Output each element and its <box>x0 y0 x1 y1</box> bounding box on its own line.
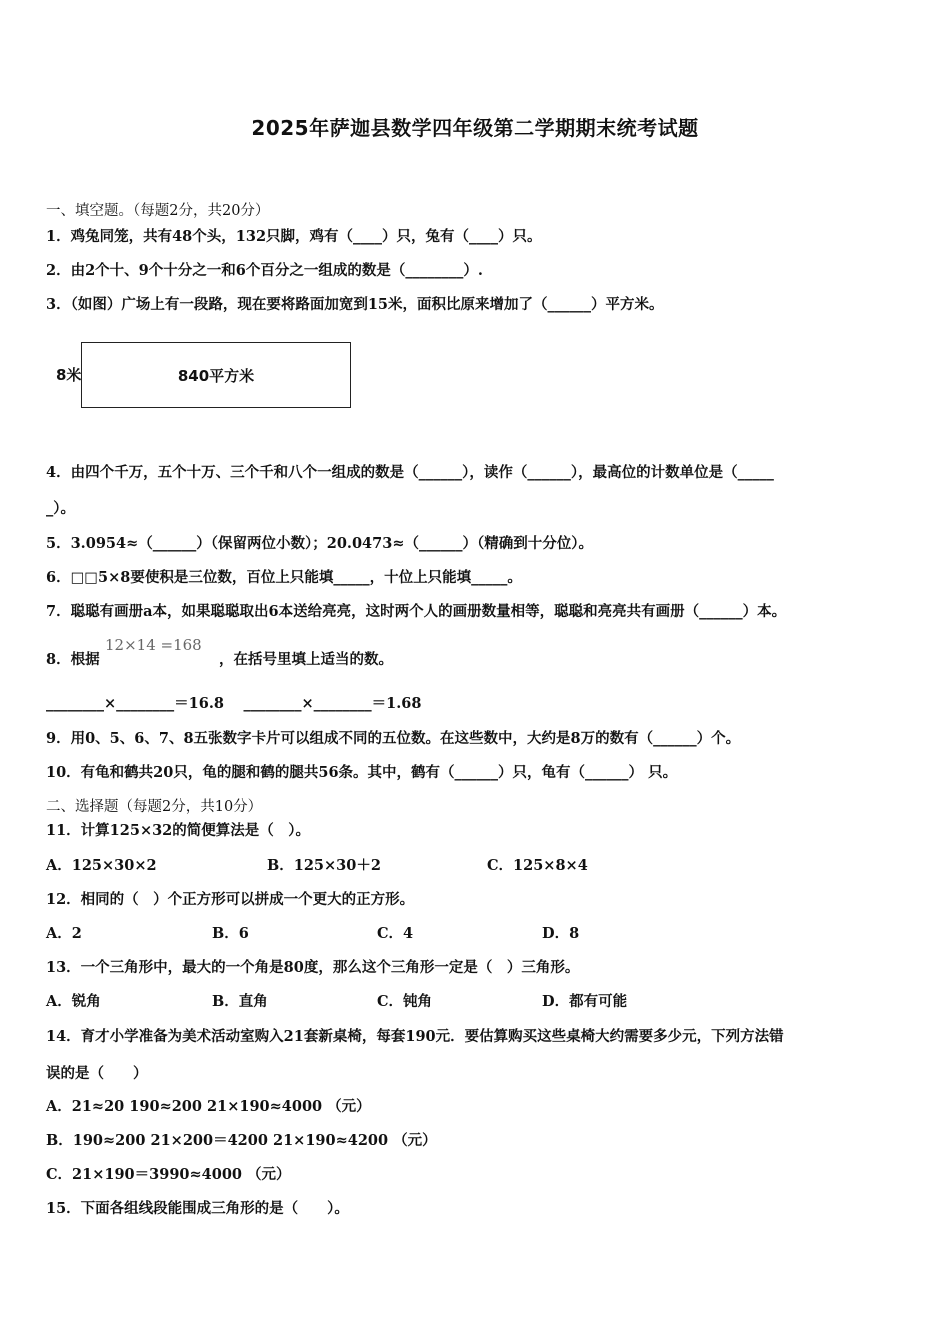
q11-option-b: B．125×30＋2 <box>267 857 381 874</box>
question-6: 6．□□5×8要使积是三位数，百位上只能填_____，十位上只能填_____。 <box>46 569 522 586</box>
q13-option-c: C．钝角 <box>377 993 433 1010</box>
q11-option-c: C．125×8×4 <box>487 857 588 874</box>
question-2: 2．由2个十、9个十分之一和6个百分之一组成的数是（________）. <box>46 262 483 279</box>
question-4-line1: 4．由四个千万，五个十万、三个千和八个一组成的数是（______），读作（______），最高位的计数单位是（_____ <box>46 464 774 481</box>
road-width-label: 8米 <box>56 366 82 384</box>
question-1: 1．鸡兔同笼，共有48个头，132只脚，鸡有（____）只，兔有（____）只。 <box>46 228 542 245</box>
question-8-equation: 12×14 =168 <box>105 636 202 654</box>
question-3: 3．（如图）广场上有一段路，现在要将路面加宽到15米，面积比原来增加了（______）平方米。 <box>46 296 664 313</box>
question-8-blanks: ________×________＝16.8 ________×________＝1.68 <box>46 695 422 712</box>
question-15: 15．下面各组线段能围成三角形的是（ ）。 <box>46 1200 349 1217</box>
question-14-line1: 14．育才小学准备为美术活动室购入21套新桌椅，每套190元．要估算购买这些桌椅大约需要多少元，下列方法错 <box>46 1028 784 1045</box>
q12-option-a: A．2 <box>46 925 82 942</box>
q13-option-a: A．锐角 <box>46 993 101 1010</box>
section-heading-fill-blank: 一、填空题。（每题2分，共20分） <box>46 203 270 219</box>
question-8-prefix: 8．根据 <box>46 651 100 668</box>
q14-option-c: C．21×190＝3990≈4000 （元） <box>46 1166 291 1183</box>
question-12: 12．相同的（ ）个正方形可以拼成一个更大的正方形。 <box>46 891 415 908</box>
question-13: 13．一个三角形中，最大的一个角是80度，那么这个三角形一定是（ ）三角形。 <box>46 959 580 976</box>
question-4-line2: _）。 <box>46 500 75 517</box>
section-heading-multiple-choice: 二、选择题（每题2分，共10分） <box>46 799 263 815</box>
q12-option-c: C．4 <box>377 925 414 942</box>
road-figure <box>56 340 356 412</box>
question-14-line2: 误的是（ ） <box>46 1065 148 1082</box>
question-7: 7．聪聪有画册a本，如果聪聪取出6本送给亮亮，这时两个人的画册数量相等，聪聪和亮亮共有画册（______）本。 <box>46 603 787 620</box>
q14-option-b: B．190≈200 21×200＝4200 21×190≈4200 （元） <box>46 1132 437 1149</box>
q12-option-d: D．8 <box>542 925 580 942</box>
page-title: 2025年萨迦县数学四年级第二学期期末统考试题 <box>251 116 699 140</box>
q13-option-d: D．都有可能 <box>542 993 628 1010</box>
q14-option-a: A．21≈20 190≈200 21×190≈4000 （元） <box>46 1098 371 1115</box>
question-9: 9．用0、5、6、7、8五张数字卡片可以组成不同的五位数。在这些数中，大约是8万的数有（______）个。 <box>46 730 741 747</box>
q13-option-b: B．直角 <box>212 993 268 1010</box>
question-11: 11．计算125×32的简便算法是（ ）。 <box>46 822 311 839</box>
question-5: 5．3.0954≈（______）（保留两位小数）；20.0473≈（______）（精确到十分位）。 <box>46 535 593 552</box>
q12-option-b: B．6 <box>212 925 249 942</box>
q11-option-a: A．125×30×2 <box>46 857 157 874</box>
question-8-suffix: ，在括号里填上适当的数。 <box>219 651 393 668</box>
road-area-label: 840平方米 <box>177 366 255 385</box>
road-rectangle <box>81 342 351 408</box>
question-10: 10．有龟和鹤共20只，龟的腿和鹤的腿共56条。其中，鹤有（______）只，龟有（______） 只。 <box>46 764 678 781</box>
